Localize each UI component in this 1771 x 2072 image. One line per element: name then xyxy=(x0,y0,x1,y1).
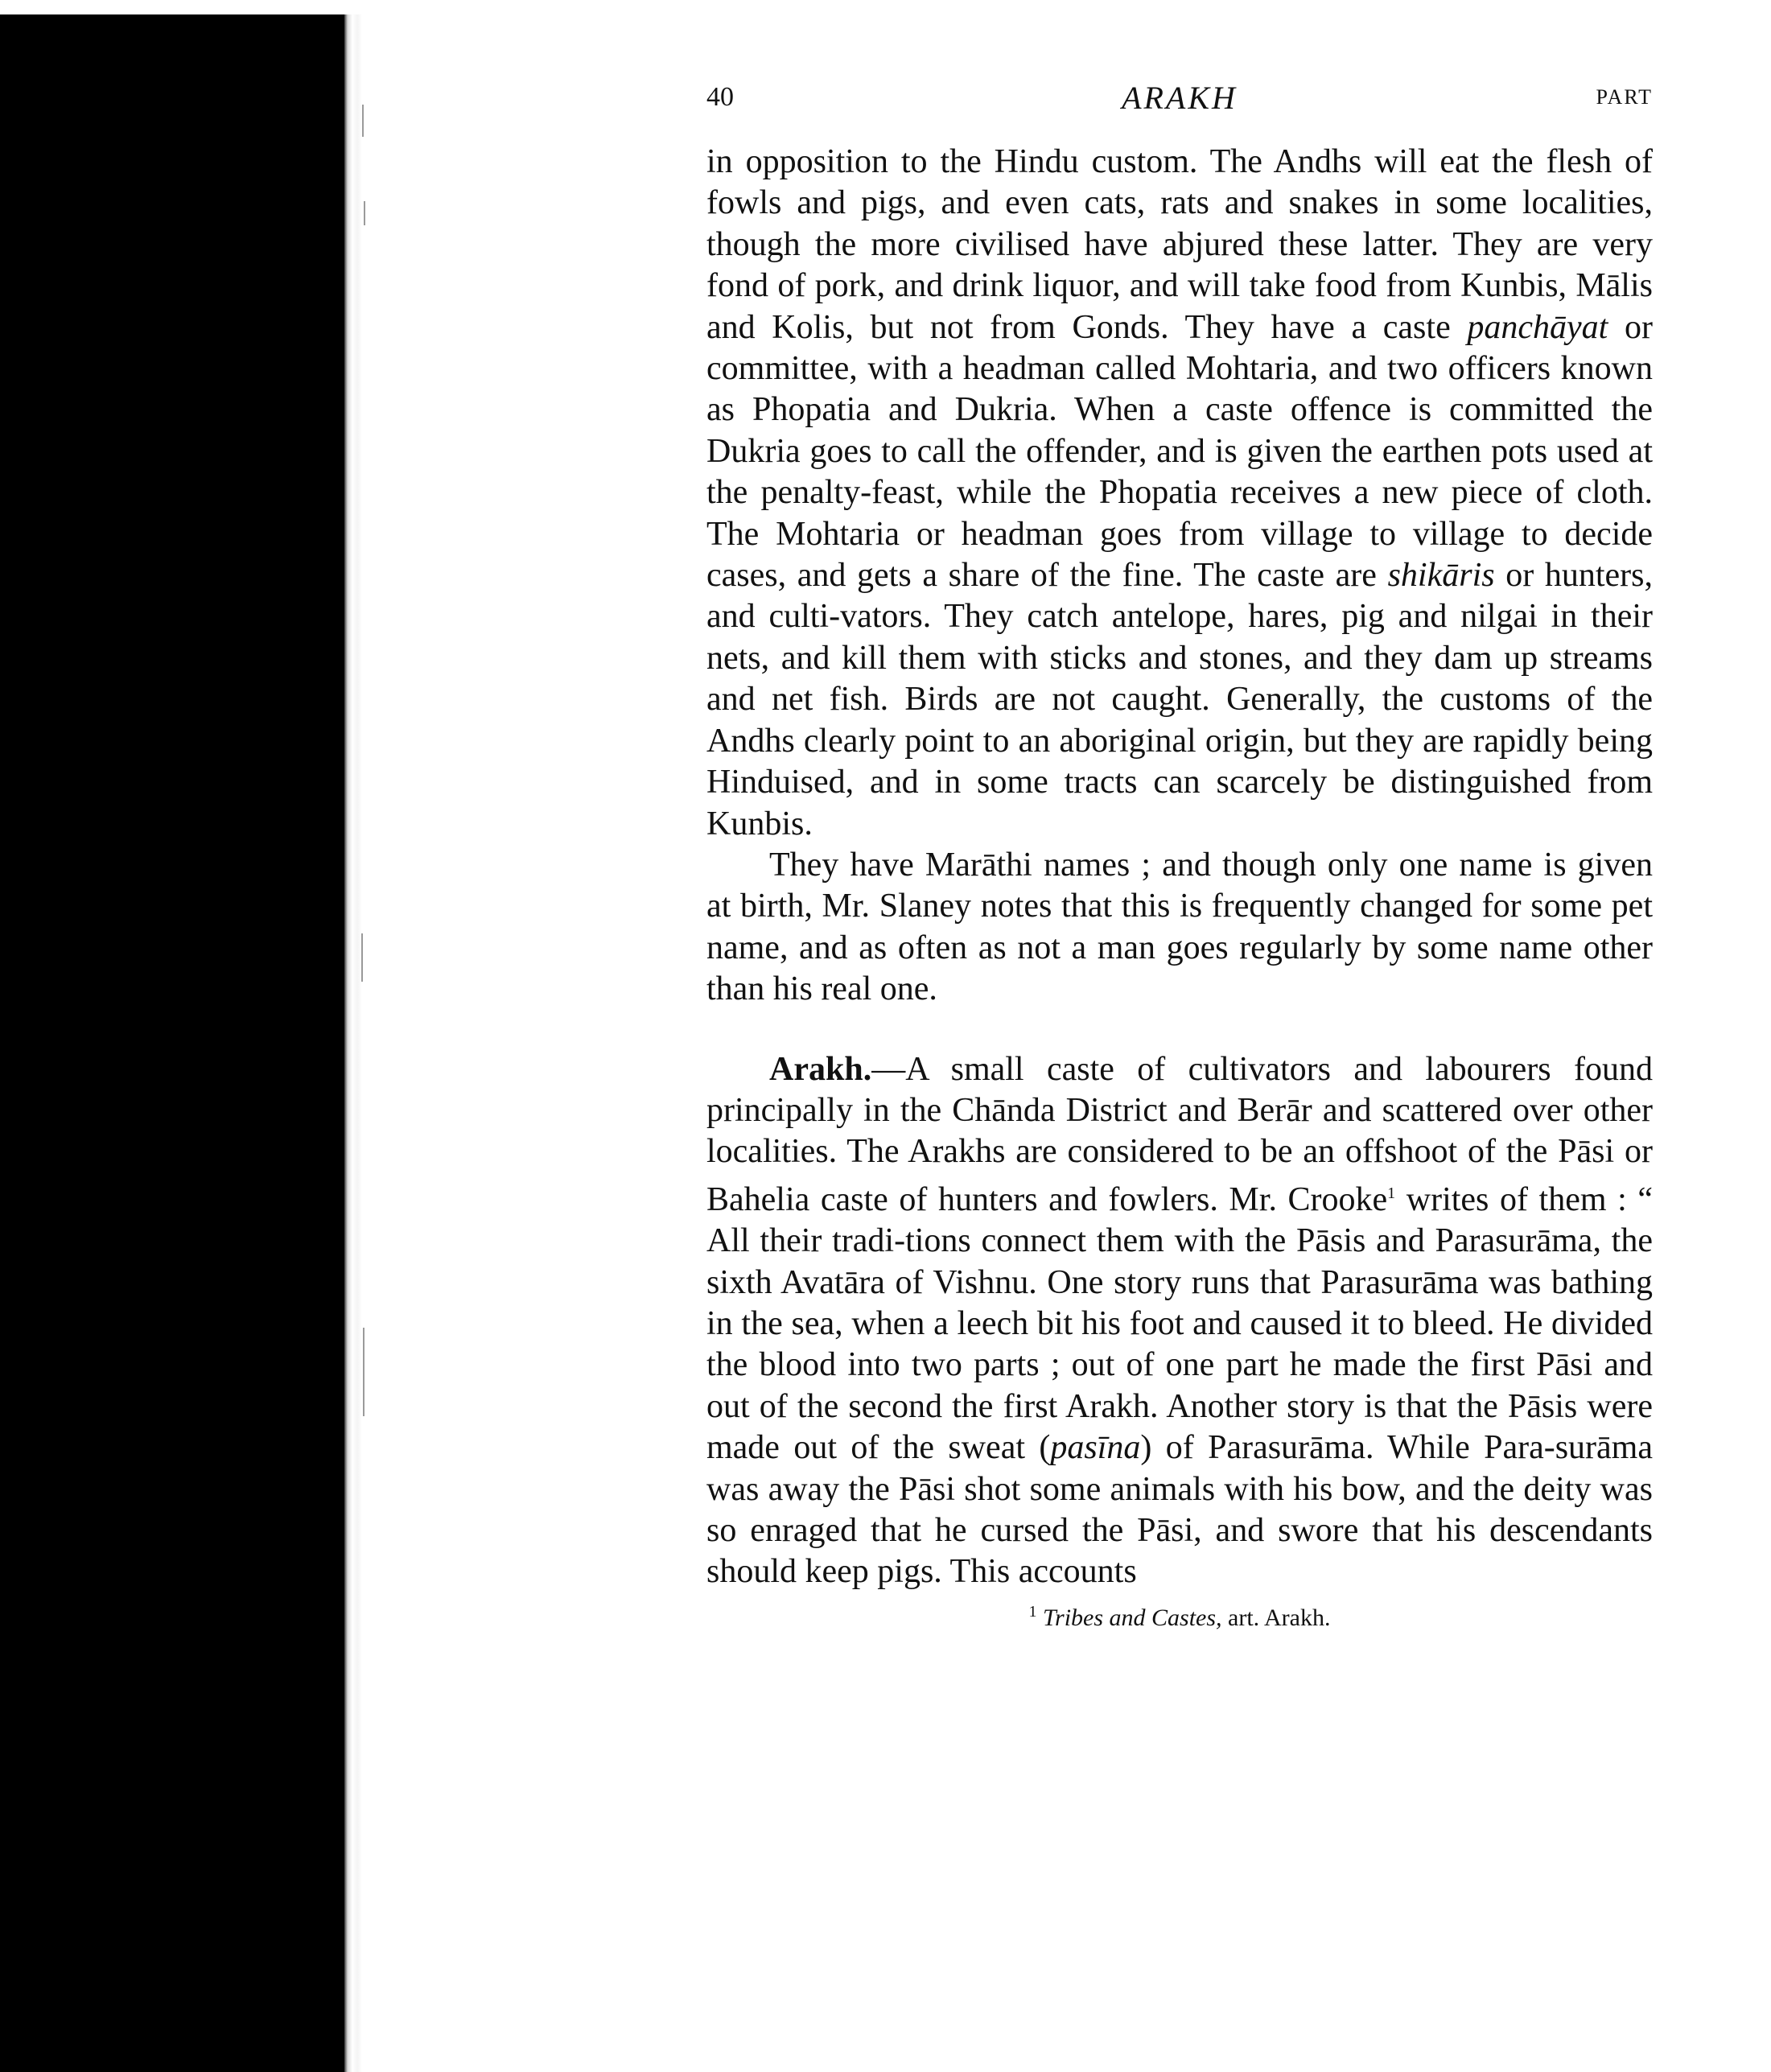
paragraph-text: or hunters, and culti-vators. They catch antelope, hares, pig and nilgai in their nets, and kill them with sticks and stones, and they dam up streams and net fish. Birds are not caught. Generally, the customs of the Andhs clearly point to an aboriginal origin, but they are rapidly being Hinduised, and in some tracts can scarcely be distinguished from Kunbis. xyxy=(706,557,1653,842)
italic-term: shikāris xyxy=(1387,557,1495,595)
paragraph-text: —A small caste of cultivators and labourers found principally in the Chānda District and Berār and scattered over other localities. The Arakhs are considered to be an offshoot of the Pāsi or Bahelia caste of hunters and fowlers. Mr. Crooke xyxy=(706,1050,1653,1218)
paragraph-text: or committee, with a headman called Mohtaria, and two officers known as Phopatia and Dukria. When a caste offence is committed the Dukria goes to call the offender, and is given the earthen pots used at the penalty-feast, while the Phopatia receives a new piece of cloth. The Mohtaria or headman goes from village to village to decide cases, and gets a share of the fine. The caste are xyxy=(706,308,1653,595)
gutter-mark xyxy=(362,105,364,137)
footnote xyxy=(706,1603,1653,1632)
gutter-mark xyxy=(364,201,365,225)
gutter-mark xyxy=(363,1328,364,1416)
paragraph-text: ) of Parasurāma. While Para-surāma was away the Pāsi shot some animals with his bow, and the deity was so enraged that he cursed the Pāsi, and swore that his descendants should keep pigs. This accounts xyxy=(706,1429,1653,1591)
body-text xyxy=(706,142,1653,1593)
entry-heading: Arakh. xyxy=(769,1050,872,1088)
scan-border xyxy=(0,14,344,2072)
paragraph-andhs-customs xyxy=(706,142,1653,845)
paragraph-text: in opposition to the Hindu custom. The Andhs will eat the flesh of fowls and pigs, and even cats, rats and snakes in some localities, though the more civilised have abjured these latter. They are very fond of pork, and drink liquor, and will take food from Kunbis, Mālis and Kolis, but not from Gonds. They have a caste xyxy=(706,143,1653,346)
running-title: ARAKH xyxy=(1122,80,1238,116)
footnote-reference: 1 xyxy=(1387,1184,1396,1202)
paragraph-text: They have Marāthi names ; and though only one name is given at birth, Mr. Slaney notes that this is frequently changed for some pet name, and as often as not a man goes regularly by some name other than his real one. xyxy=(706,846,1653,1008)
running-head xyxy=(706,79,1653,117)
page-fold-edge xyxy=(344,14,362,2072)
book-page xyxy=(706,79,1653,1632)
italic-term: panchāyat xyxy=(1467,308,1608,346)
footnote-text: art. Arakh. xyxy=(1221,1604,1331,1631)
paragraph-text: writes of them : “ All their tradi-tions connect them with the Pāsis and Parasurāma, the sixth Avatāra of Vishnu. One story runs that Parasurāma was bathing in the sea, when a leech bit his foot and caused it to bleed. He divided the blood into two parts ; out of one part he made the first Pāsi and out of the second the first Arakh. Another story is that the Pāsis were made out of the sweat ( xyxy=(706,1180,1653,1467)
gutter-mark xyxy=(361,933,363,982)
paragraph-arakh-entry xyxy=(706,1049,1653,1593)
page-number: 40 xyxy=(706,82,734,112)
italic-term: pasīna xyxy=(1050,1429,1141,1467)
footnote-citation-title: Tribes and Castes, xyxy=(1042,1604,1222,1631)
footnote-mark: 1 xyxy=(1028,1602,1037,1621)
paragraph-andhs-names xyxy=(706,845,1653,1011)
part-label: PART xyxy=(1596,85,1653,109)
